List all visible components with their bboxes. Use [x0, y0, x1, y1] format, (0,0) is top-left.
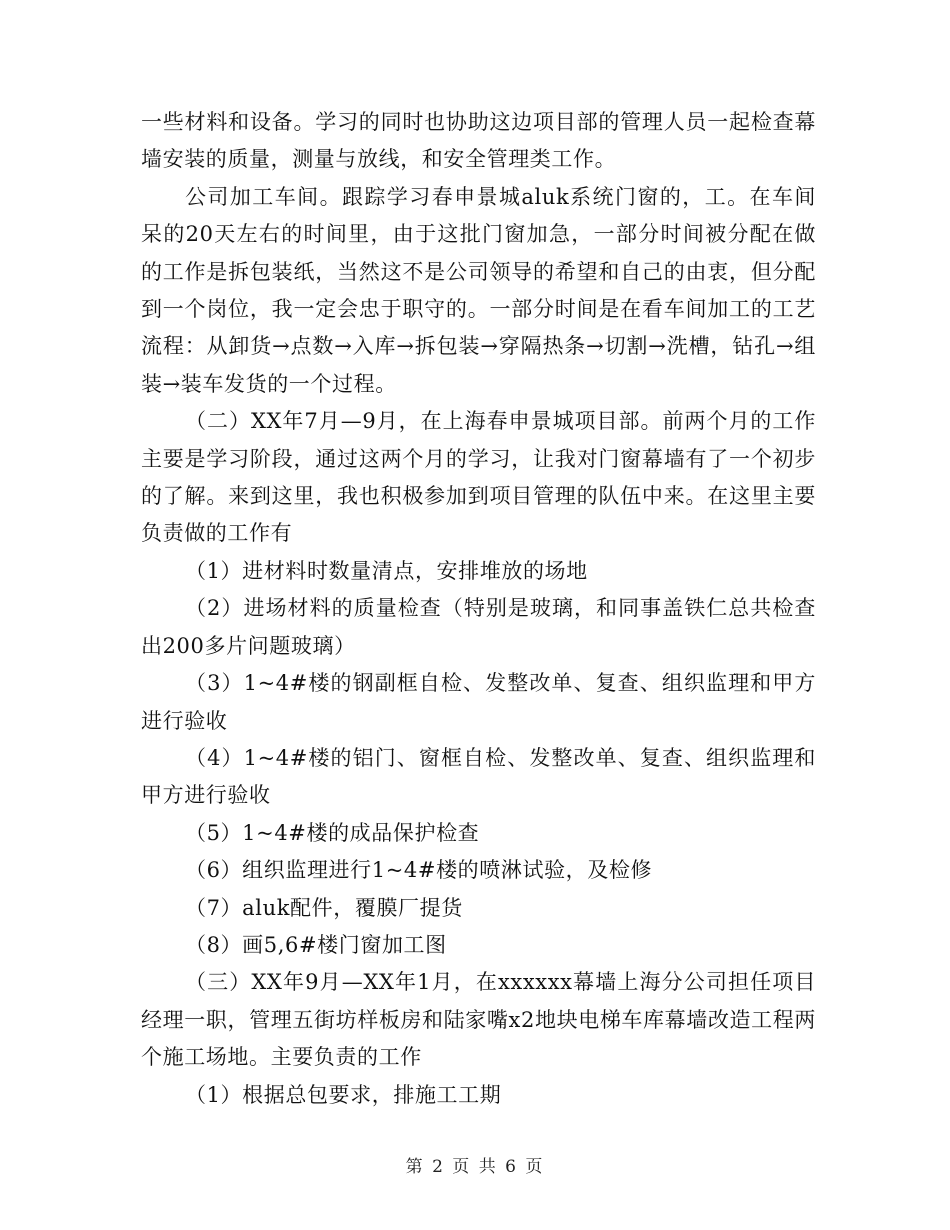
list-item: （7）aluk配件，覆膜厂提货	[185, 895, 463, 920]
list-item: （1）根据总包要求，排施工工期	[185, 1082, 502, 1107]
list-item: （2）进场材料的质量检查（特别是玻璃，和同事盖铁仁总共检查出200多片问题玻璃）	[141, 596, 816, 658]
paragraph: （二）XX年7月—9月，在上海春申景城项目部。前两个月的工作主要是学习阶段，通过这两个月的学习，让我对门窗幕墙有了一个初步的了解。来到这里，我也积极参加到项目管理的队伍中来。在这里主要负责做的工作有	[141, 409, 816, 546]
list-item: （6）组织监理进行1~4#楼的喷淋试验，及检修	[185, 858, 653, 883]
list-item: （3）1~4#楼的钢副框自检、发整改单、复查、组织监理和甲方进行验收	[141, 671, 816, 733]
paragraph: 一些材料和设备。学习的同时也协助这边项目部的管理人员一起检查幕墙安装的质量，测量与放线，和安全管理类工作。	[141, 110, 816, 172]
paragraph: （三）XX年9月—XX年1月，在xxxxxx幕墙上海分公司担任项目经理一职，管理五街坊样板房和陆家嘴x2地块电梯车库幕墙改造工程两个施工场地。主要负责的工作	[141, 970, 816, 1070]
list-item: （8）画5,6#楼门窗加工图	[185, 932, 447, 957]
document-body	[141, 104, 816, 1114]
list-item: （5）1~4#楼的成品保护检查	[185, 820, 480, 845]
page-number-footer: 第 2 页 共 6 页	[405, 1157, 545, 1177]
list-item: （1）进材料时数量清点，安排堆放的场地	[185, 558, 588, 583]
list-item: （4）1~4#楼的铝门、窗框自检、发整改单、复查、组织监理和甲方进行验收	[141, 745, 816, 808]
paragraph: 公司加工车间。跟踪学习春申景城aluk系统门窗的，工。在车间呆的20天左右的时间里，由于这批门窗加急，一部分时间被分配在做的工作是拆包装纸，当然这不是公司领导的希望和自己的由衷，但分配到一个岗位，我一定会忠于职守的。一部分时间是在看车间加工的工艺流程：从卸货→点数→入库→拆包装→穿隔热条→切割→洗槽，钻孔→组装→装车发货的一个过程。	[141, 184, 816, 396]
